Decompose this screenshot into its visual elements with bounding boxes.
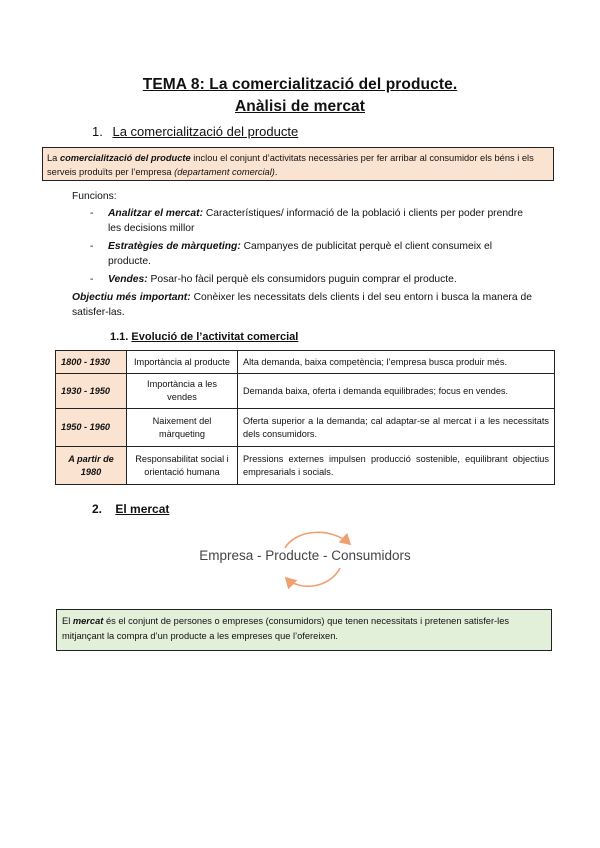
table-row: A partir de 1980 Responsabilitat social i orientació humana Pressions externes impulsen producció sostenible, equilibrant objectius empresarials i socials. bbox=[56, 447, 555, 485]
market-term: mercat bbox=[72, 616, 104, 626]
market-cycle-diagram bbox=[190, 526, 420, 596]
definition-term: comercialització del producte bbox=[59, 153, 191, 163]
section-1-number: 1. bbox=[92, 124, 103, 139]
diagram-label: Empresa - Producte - Consumidors bbox=[199, 548, 411, 563]
section-2-number: 2. bbox=[92, 502, 103, 516]
market-definition-box: El mercat és el conjunt de persones o empreses (consumidors) que tenen necessitats i pretenen satisfer-les mitjançant la compra d’un producte a les empreses que l’ofereixen. bbox=[56, 609, 552, 651]
list-item: - Vendes: Posar-ho fàcil perquè els consumidors puguin comprar el producte. bbox=[90, 274, 457, 285]
list-item: - Estratègies de màrqueting: Campanyes de publicitat perquè el client consumeix el producte. bbox=[90, 241, 493, 267]
evolution-table bbox=[55, 350, 555, 485]
arrow-top-curve bbox=[285, 532, 350, 548]
section-1-title: La comercialització del producte bbox=[112, 124, 299, 139]
functions-list bbox=[92, 206, 532, 287]
page-subtitle: Anàlisi de mercat bbox=[234, 98, 366, 115]
section-2-heading bbox=[92, 502, 169, 516]
list-item: - Analitzar el mercat: Característiques/ informació de la població i clients per poder prendre les decisions millor bbox=[90, 208, 523, 234]
functions-label: Funcions: bbox=[72, 191, 117, 202]
section-1-heading bbox=[92, 124, 298, 139]
subsection-heading bbox=[110, 331, 298, 343]
page-title: TEMA 8: La comercialització del producte. bbox=[142, 76, 458, 93]
subsection-title: Evolució de l’activitat comercial bbox=[131, 331, 299, 343]
subsection-number: 1.1. bbox=[110, 331, 129, 343]
table-row: 1950 - 1960 Naixement del màrqueting Oferta superior a la demanda; cal adaptar-se al mercat i a les necessitats dels consumidors. bbox=[56, 409, 555, 447]
section-2-title: El mercat bbox=[115, 502, 170, 516]
objective-paragraph: Objectiu més important: Conèixer les necessitats dels clients i del seu entorn i busca la manera de satisfer-las. bbox=[72, 292, 532, 318]
arrow-bottom-curve bbox=[286, 568, 340, 586]
table-row: 1930 - 1950 Importància a les vendes Demanda baixa, oferta i demanda equilibrades; focus en vendes. bbox=[56, 374, 555, 409]
table-row: 1800 - 1930 Importància al producte Alta demanda, baixa competència; l’empresa busca produir més. bbox=[56, 351, 555, 374]
commercialization-definition-box: La comercialització del producte inclou el conjunt d’activitats necessàries per fer arribar al consumidor els béns i els serveis produïts per l’empresa (departament comercial). bbox=[42, 147, 554, 181]
